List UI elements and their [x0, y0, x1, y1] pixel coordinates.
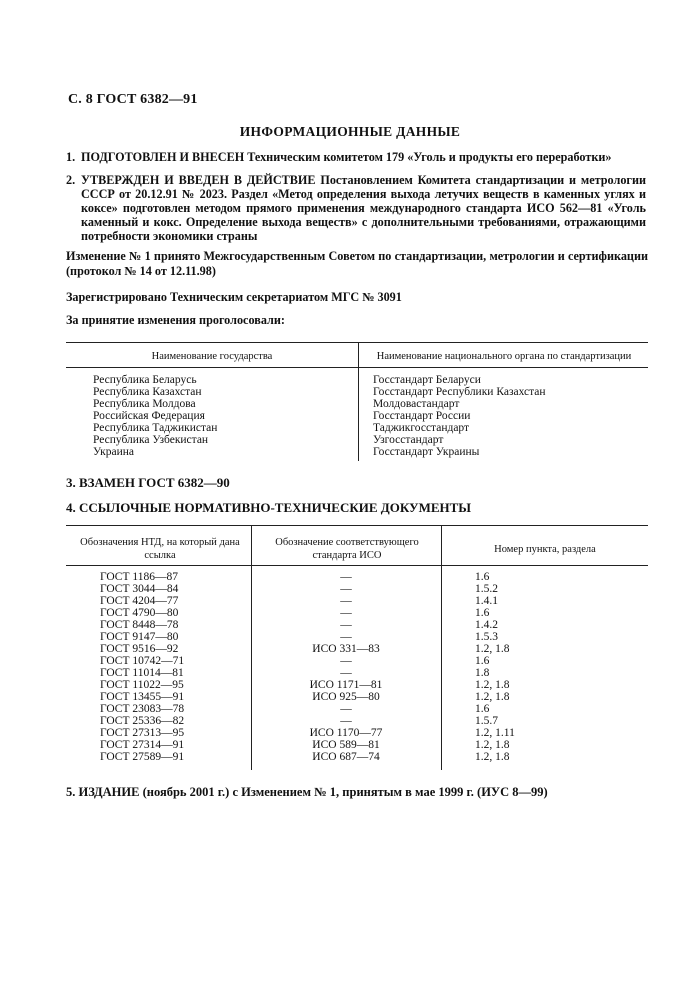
list-item: Узгосстандарт	[373, 434, 444, 446]
table-cell: ГОСТ 25336—82	[100, 715, 185, 727]
table-cell: —	[340, 631, 352, 643]
voting-header-body: Наименование национального органа по стандартизации	[376, 351, 632, 362]
voting-bodies-list	[373, 374, 546, 458]
table-cell: 1.5.7	[475, 715, 498, 727]
table-cell: 1.2, 1.8	[475, 643, 510, 655]
table-cell: —	[340, 607, 352, 619]
ref-header-clause: Номер пункта, раздела	[494, 544, 596, 555]
amendment-note: Изменение № 1 принято Межгосударственным Советом по стандартизации, метрологии и сертификации (протокол № 14 от 12.11.98)	[66, 249, 648, 278]
ref-table-divider-2	[441, 525, 442, 770]
list-item: Госстандарт Украины	[373, 446, 480, 458]
voting-table-top-rule	[66, 342, 648, 343]
item-2-lead: УТВЕРЖДЕН И ВВЕДЕН В ДЕЙСТВИЕ	[81, 173, 316, 187]
item-2	[66, 173, 646, 243]
voting-table-header-rule	[66, 367, 648, 368]
table-cell: ГОСТ 13455—91	[100, 691, 185, 703]
table-cell: ГОСТ 4204—77	[100, 595, 179, 607]
list-item: Молдовастандарт	[373, 398, 460, 410]
table-cell: 1.5.3	[475, 631, 498, 643]
section-title: ИНФОРМАЦИОННЫЕ ДАННЫЕ	[239, 124, 461, 139]
list-item: Госстандарт Республики Казахстан	[373, 386, 546, 398]
item-1-number: 1.	[66, 150, 76, 164]
table-cell: ИСО 589—81	[312, 739, 380, 751]
page-header: С. 8 ГОСТ 6382—91	[68, 92, 198, 107]
item-1-lead: ПОДГОТОВЛЕН И ВНЕСЕН	[81, 150, 245, 164]
table-cell: —	[340, 655, 352, 667]
table-cell: ГОСТ 8448—78	[100, 619, 179, 631]
ref-table-header-rule	[66, 565, 648, 566]
table-cell: —	[340, 703, 352, 715]
table-cell: 1.6	[475, 655, 490, 667]
table-cell: 1.2, 1.11	[475, 727, 515, 739]
table-cell: ГОСТ 9516—92	[100, 643, 179, 655]
table-cell: ГОСТ 10742—71	[100, 655, 185, 667]
item-1	[66, 150, 646, 164]
table-cell: ГОСТ 1186—87	[100, 571, 178, 583]
table-cell: —	[340, 667, 352, 679]
table-cell: ГОСТ 27589—91	[100, 751, 185, 763]
table-cell: —	[340, 619, 352, 631]
table-cell: ИСО 925—80	[312, 691, 380, 703]
ref-header-iso: Обозначение соответствующего стандарта ИСО	[275, 537, 419, 561]
item-1-text: Техническим комитетом 179 «Уголь и продукты его переработки»	[244, 150, 612, 164]
table-cell: ИСО 1171—81	[309, 679, 383, 691]
table-cell: ГОСТ 9147—80	[100, 631, 179, 643]
list-item: Республика Узбекистан	[93, 434, 209, 446]
table-cell: 1.4.2	[475, 619, 498, 631]
list-item: Украина	[93, 446, 134, 458]
table-cell: ГОСТ 11014—81	[100, 667, 184, 679]
table-cell: 1.2, 1.8	[475, 739, 510, 751]
ref-header-ntd: Обозначения НТД, на который дана ссылка	[80, 537, 240, 561]
list-item: Республика Казахстан	[93, 386, 202, 398]
list-item: Республика Беларусь	[93, 374, 197, 386]
table-cell: ИСО 331—83	[312, 643, 380, 655]
list-item: Таджикгосстандарт	[373, 422, 470, 434]
table-cell: —	[340, 595, 352, 607]
list-item: Госстандарт Беларуси	[373, 374, 481, 386]
voting-states-list	[93, 374, 217, 458]
table-cell: 1.2, 1.8	[475, 691, 510, 703]
voting-header-state: Наименование государства	[151, 351, 273, 362]
item-5: 5. ИЗДАНИЕ (ноябрь 2001 г.) с Изменением № 1, принятым в мае 1999 г. (ИУС 8—99)	[66, 785, 548, 799]
table-cell: 1.5.2	[475, 583, 498, 595]
table-cell: 1.2, 1.8	[475, 751, 510, 763]
voting-note: За принятие изменения проголосовали:	[66, 313, 285, 327]
table-cell: 1.6	[475, 703, 490, 715]
ref-iso-column	[252, 571, 440, 763]
item-3: 3. ВЗАМЕН ГОСТ 6382—90	[66, 475, 230, 490]
list-item: Госстандарт России	[373, 410, 471, 422]
table-cell: 1.6	[475, 607, 490, 619]
table-cell: ГОСТ 27314—91	[100, 739, 185, 751]
table-cell: ИСО 687—74	[312, 751, 380, 763]
table-cell: ГОСТ 27313—95	[100, 727, 185, 739]
table-cell: ГОСТ 11022—95	[100, 679, 184, 691]
item-2-number: 2.	[66, 173, 76, 187]
table-cell: ГОСТ 4790—80	[100, 607, 179, 619]
ref-table-top-rule	[66, 525, 648, 526]
registration-note: Зарегистрировано Техническим секретариатом МГС № 3091	[66, 290, 402, 304]
table-cell: —	[340, 571, 352, 583]
ref-ntd-column	[100, 571, 184, 763]
table-cell: —	[340, 583, 352, 595]
table-cell: 1.4.1	[475, 595, 498, 607]
list-item: Республика Молдова	[93, 398, 196, 410]
table-cell: —	[340, 715, 352, 727]
table-cell: 1.6	[475, 571, 490, 583]
table-cell: ГОСТ 23083—78	[100, 703, 185, 715]
item-2-text: Постановлением Комитета стандартизации и метрологии СССР от 20.12.91 № 2023. Раздел «Метод определения выхода летучих веществ в каменных углях и коксе» подготовлен методом прямого применения международного стандарта ИСО 562—81 «Уголь каменный и кокс. Определение выхода веществ» с дополнительными требованиями, отражающими потребности экономики страны	[81, 173, 646, 243]
ref-clause-column	[475, 571, 515, 763]
list-item: Российская Федерация	[93, 410, 205, 422]
item-4: 4. ССЫЛОЧНЫЕ НОРМАТИВНО-ТЕХНИЧЕСКИЕ ДОКУМЕНТЫ	[66, 500, 472, 515]
list-item: Республика Таджикистан	[93, 422, 218, 434]
table-cell: 1.8	[475, 667, 490, 679]
table-cell: 1.2, 1.8	[475, 679, 510, 691]
table-cell: ГОСТ 3044—84	[100, 583, 179, 595]
table-cell: ИСО 1170—77	[309, 727, 383, 739]
